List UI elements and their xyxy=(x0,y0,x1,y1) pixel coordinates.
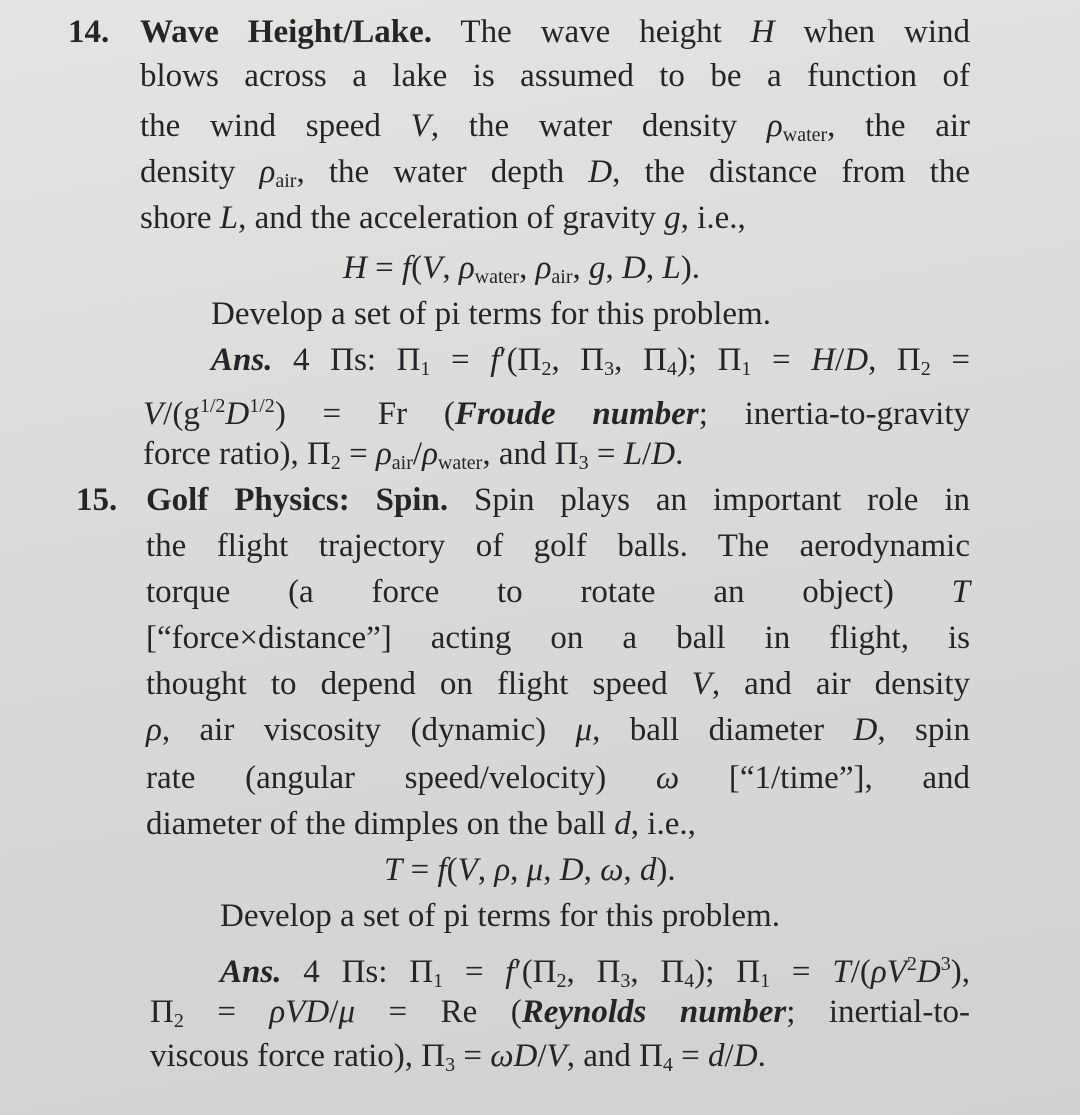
problem-15-answer-line-2: $\Pi_2 = \rho VD/\mu = Re$ (Reynolds number; inertial-to- xyxy=(150,994,970,1032)
problem-15-line-5: thought to depend on flight speed V, and air density xyxy=(146,666,970,702)
problem-14-number: 14. xyxy=(68,14,110,50)
problem-15-answer-line-3: viscous force ratio), $\Pi_3 = \omega D/V$, and $\Pi_4 = d/D$. xyxy=(150,1038,766,1076)
problem-14-line-2: blows across a lake is assumed to be a function of xyxy=(140,58,970,94)
problem-15-answer-line-1: Ans. 4 Πs: $\Pi_1 = f'(\Pi_2$, $\Pi_3$, $\Pi_4$); $\Pi_1 = T/(\rho V^2D^3)$, xyxy=(220,953,970,992)
problem-15-line-6: ρ, air viscosity (dynamic) μ, ball diameter D, spin xyxy=(146,712,970,748)
problem-15-answer-label: Ans. xyxy=(220,954,282,990)
problem-14-line-1: Wave Height/Lake. The wave height H when wind xyxy=(140,14,970,50)
problem-15-title: Golf Physics: Spin. xyxy=(146,482,449,518)
problem-14-prompt: Develop a set of pi terms for this problem. xyxy=(211,296,771,332)
problem-15-line-8: diameter of the dimples on the ball d, i.e., xyxy=(146,806,696,842)
problem-15-prompt: Develop a set of pi terms for this problem. xyxy=(220,898,780,934)
problem-15-line-7: rate (angular speed/velocity) ω [“1/time”], and xyxy=(146,760,970,796)
problem-14-line-4: density $\rho_{air}$, the water depth D, the distance from the xyxy=(140,154,970,192)
problem-15-line-2: the flight trajectory of golf balls. The aerodynamic xyxy=(146,528,970,564)
problem-14-answer-line-3: force ratio), $\Pi_2 = \rho_{air}/\rho_{water}$, and $\Pi_3 = L/D$. xyxy=(143,436,684,474)
problem-14-line-3: the wind speed V, the water density $\rho_{water}$, the air xyxy=(140,108,970,146)
problem-15-line-4: [“force×distance”] acting on a ball in flight, is xyxy=(146,620,970,656)
problem-15-line-3: torque (a force to rotate an object) T xyxy=(146,574,970,610)
problem-14-line-5: shore L, and the acceleration of gravity g, i.e., xyxy=(140,200,746,236)
problem-14-title: Wave Height/Lake. xyxy=(140,14,433,50)
problem-15-line-1: Golf Physics: Spin. Spin plays an important role in xyxy=(146,482,970,518)
problem-15-number: 15. xyxy=(76,482,118,518)
problem-14-answer-line-1: Ans. 4 Πs: $\Pi_1 = f'(\Pi_2$, $\Pi_3$, $\Pi_4$); $\Pi_1 = H/D$, $\Pi_2$ = xyxy=(211,342,970,380)
problem-14-answer-line-2: $V/(g^{1/2}D^{1/2}) = Fr$ (Froude number; inertia-to-gravity xyxy=(143,395,971,432)
problem-14-answer-label: Ans. xyxy=(211,342,273,378)
problem-15-equation: T = f(V, ρ, μ, D, ω, d). xyxy=(384,852,676,888)
problem-14-equation: H = f(V, $\rho_{water}$, $\rho_{air}$, g, D, L). xyxy=(343,250,700,288)
